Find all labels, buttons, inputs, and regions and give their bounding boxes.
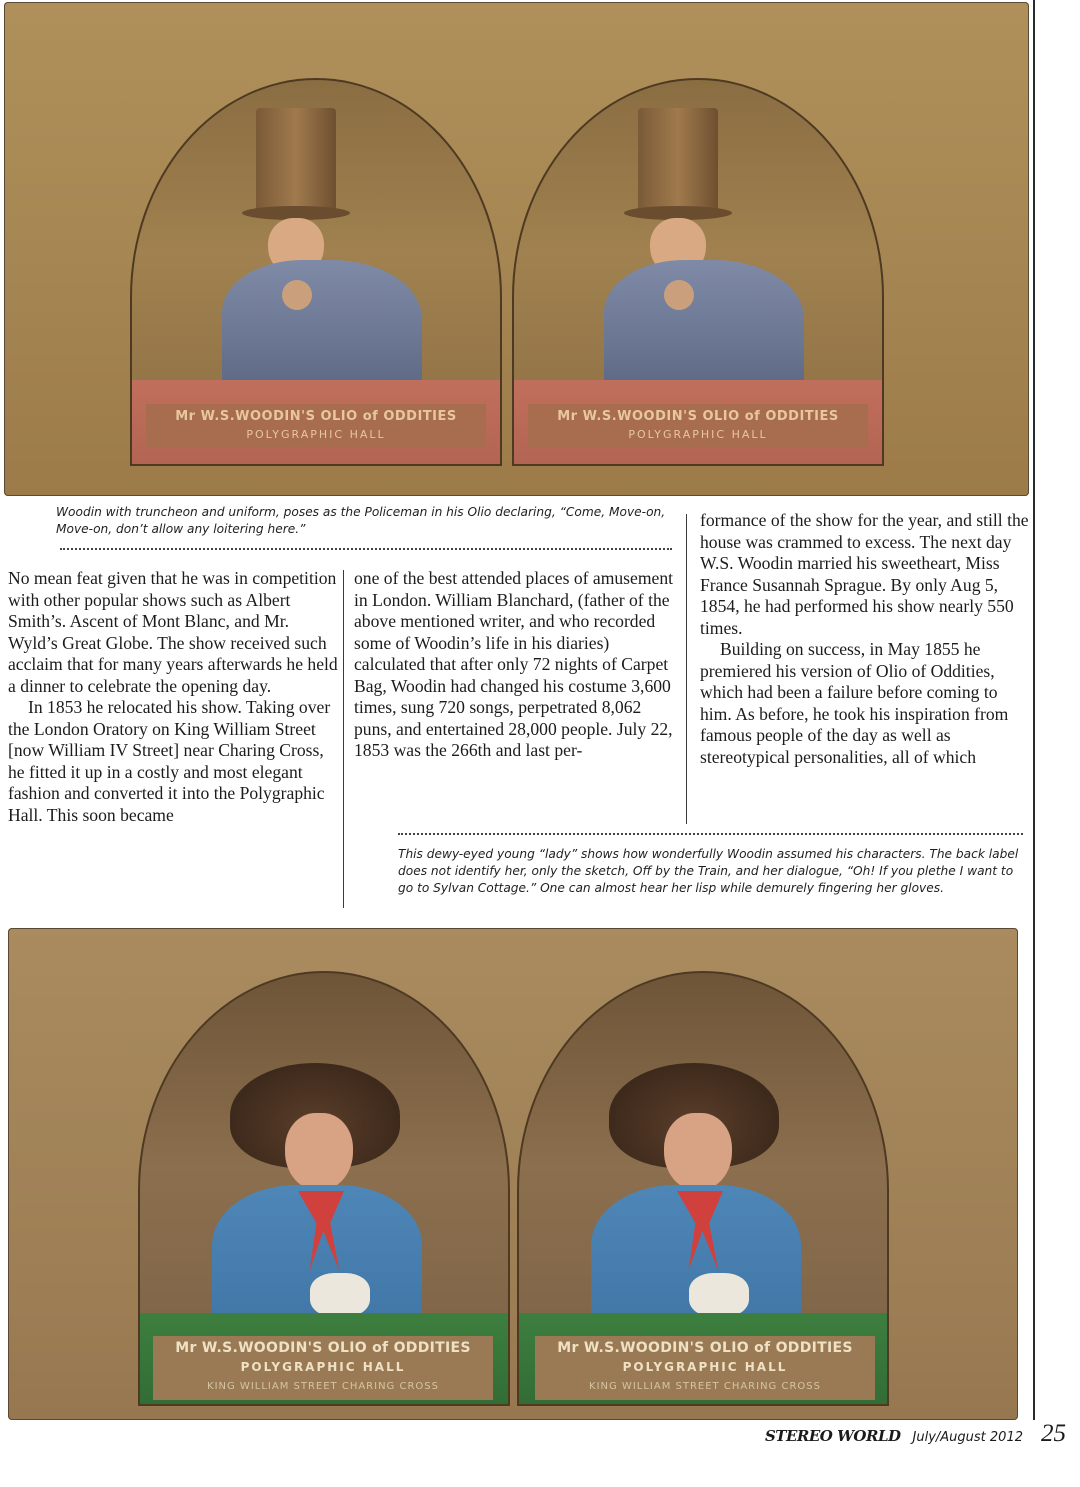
caption-lady: This dewy-eyed young “lady” shows how wonderfully Woodin assumed his characters. The back label does not identify her, only the sketch, Off by the Train, and her dialogue, “Oh! If you plethe I want to go to Sylvan Cottage.” One can almost hear her lisp while demurely fingering her gloves. [398, 847, 1019, 895]
figure-face [664, 1113, 732, 1191]
article-column-3 [700, 510, 1030, 768]
plaque-subtitle: POLYGRAPHIC HALL [622, 1360, 788, 1374]
top-hat [638, 108, 718, 212]
page-footer [765, 1420, 1066, 1460]
figure-hand [664, 280, 694, 310]
article-column-2 [354, 568, 676, 762]
column-rule [686, 514, 687, 824]
plaque-subtitle: POLYGRAPHIC HALL [246, 428, 386, 441]
paragraph: No mean feat given that he was in competition with other popular shows such as Albert Smith’s. Ascent of Mont Blanc, and Mr. Wyld’s Great Globe. The show received such acclaim that for many years afterwards he held a dinner to celebrate the opening day. [8, 568, 338, 696]
caption-policeman: Woodin with truncheon and uniform, poses as the Policeman in his Olio declaring, “Come, Move-on, Move-on, don’t allow any loitering here.” [56, 505, 666, 536]
plaque-street: KING WILLIAM STREET CHARING CROSS [589, 1381, 821, 1392]
plaque-title: Mr W.S.WOODIN'S OLIO of ODDITIES [557, 1340, 853, 1356]
stereo-plaque [528, 404, 868, 448]
stereo-left-frame [130, 78, 502, 466]
gloves [689, 1273, 749, 1317]
plaque-title: Mr W.S.WOODIN'S OLIO of ODDITIES [175, 409, 457, 424]
paragraph: Building on success, in May 1855 he premiered his version of Olio of Oddities, which had been a failure before coming to him. As before, he took his inspiration from famous people of the day as well as stereotypical personalities, all of which [700, 639, 1009, 767]
issue-date: July/August 2012 [912, 1430, 1023, 1445]
figure-face [285, 1113, 353, 1191]
stereoview-policeman [4, 2, 1029, 496]
figure-cape [604, 260, 804, 390]
gloves [310, 1273, 370, 1317]
paragraph: one of the best attended places of amusement in London. William Blanchard, (father of the above mentioned writer, and who recorded some of Woodin’s life in his diaries) calculated that after only 72 nights of Carpet Bag, Woodin had changed his costume 3,600 times, sung 720 songs, perpetrated 8,062 puns, and entertained 28,000 people. July 22, 1853 was the 266th and last per- [354, 568, 674, 760]
page-number: 25 [1041, 1420, 1066, 1447]
page-edge-rule [1033, 0, 1035, 1420]
column-rule [343, 570, 344, 908]
stereo-plaque [146, 404, 486, 448]
paragraph: In 1853 he relocated his show. Taking over the London Oratory on King William Street [now William IV Street] near Charing Cross, he fitted it up in a costly and most elegant fashion and converted it into the Polygraphic Hall. This soon became [8, 697, 331, 825]
stereo-plaque [153, 1336, 493, 1400]
stereo-right-frame [512, 78, 884, 466]
paragraph: formance of the show for the year, and still the house was crammed to excess. The next day W.S. Woodin married his sweetheart, Miss France Susannah Sprague. By only Aug 5, 1854, he had performed his show nearly 550 times. [700, 510, 1029, 638]
plaque-title: Mr W.S.WOODIN'S OLIO of ODDITIES [175, 1340, 471, 1356]
figure-hand [282, 280, 312, 310]
plaque-subtitle: POLYGRAPHIC HALL [240, 1360, 406, 1374]
plaque-subtitle: POLYGRAPHIC HALL [628, 428, 768, 441]
dotted-separator [60, 548, 672, 550]
stereoview-lady [8, 928, 1018, 1420]
magazine-name: STEREO WORLD [764, 1427, 901, 1445]
top-hat [256, 108, 336, 212]
stereo-plaque [535, 1336, 875, 1400]
plaque-street: KING WILLIAM STREET CHARING CROSS [207, 1381, 439, 1392]
plaque-title: Mr W.S.WOODIN'S OLIO of ODDITIES [557, 409, 839, 424]
article-column-1 [8, 568, 338, 826]
dotted-separator [398, 833, 1023, 835]
figure-cape [222, 260, 422, 390]
